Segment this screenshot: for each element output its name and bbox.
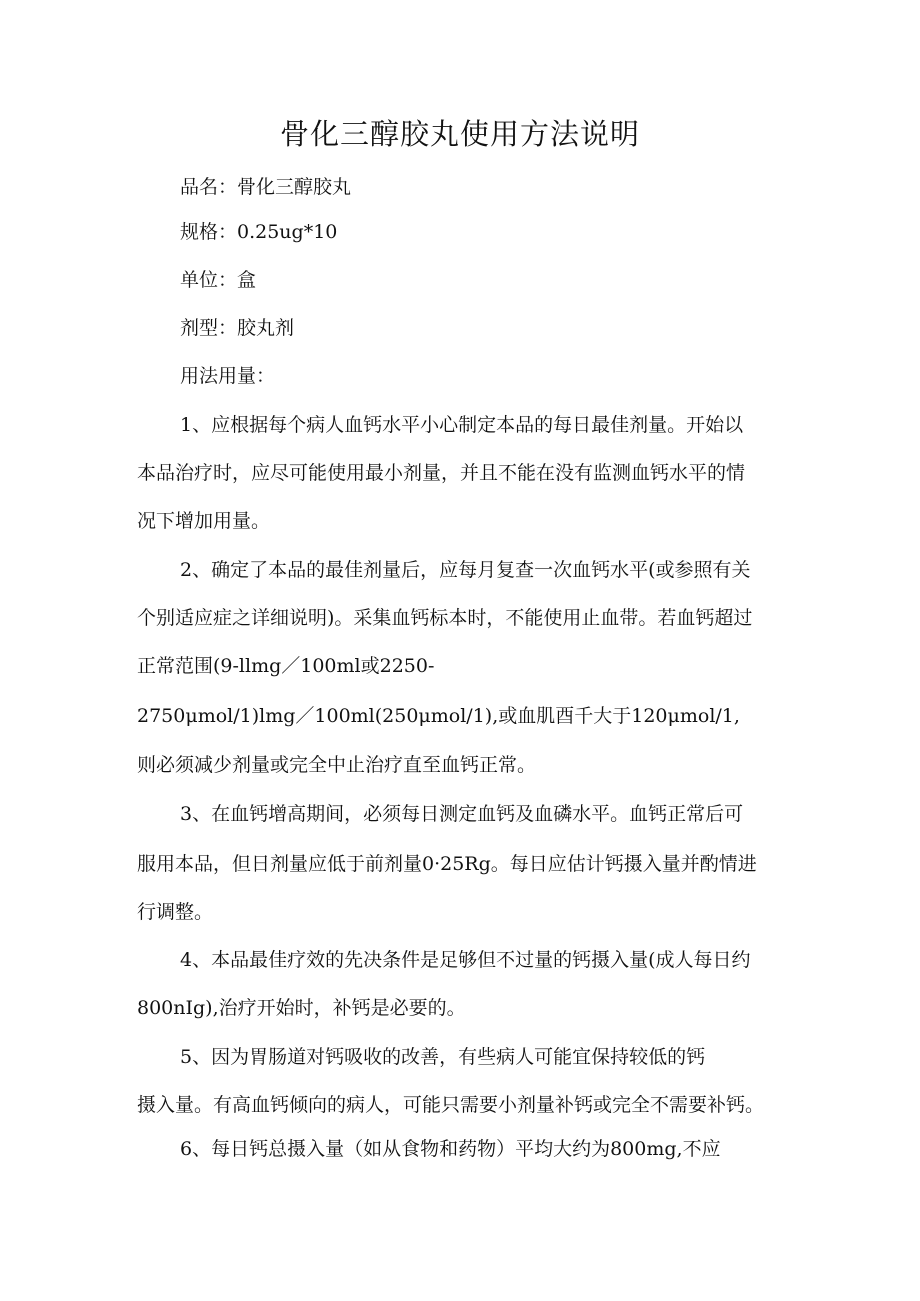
- paragraph-4-line-2: 800nIg),治疗开始时，补钙是必要的。: [137, 997, 466, 1019]
- paragraph-3-line-2: 服用本品，但日剂量应低于前剂量0·25Rg。每日应估计钙摄入量并酌情进: [137, 853, 757, 875]
- paragraph-5-line-2: 摄入量。有高血钙倾向的病人，可能只需要小剂量补钙或完全不需要补钙。: [137, 1094, 765, 1116]
- paragraph-2-line-5: 则必须减少剂量或完全中止治疗直至血钙正常。: [137, 754, 537, 776]
- paragraph-1-line-1: 1、应根据每个病人血钙水平小心制定本品的每日最佳剂量。开始以: [180, 414, 744, 436]
- paragraph-1-line-3: 况下增加用量。: [137, 510, 271, 532]
- document-title: 骨化三醇胶丸使用方法说明: [279, 117, 640, 151]
- paragraph-2-line-1: 2、确定了本品的最佳剂量后，应每月复查一次血钙水平(或参照有关: [180, 559, 751, 581]
- paragraph-1-line-2: 本品治疗时，应尽可能使用最小剂量，并且不能在没有监测血钙水平的情: [137, 462, 746, 484]
- paragraph-5-line-1: 5、因为胃肠道对钙吸收的改善，有些病人可能宜保持较低的钙: [180, 1046, 706, 1068]
- field-dosage-form: 剂型：胶丸剂: [180, 317, 295, 339]
- usage-heading: 用法用量：: [180, 365, 276, 387]
- field-unit: 单位：盒: [180, 269, 257, 291]
- paragraph-3-line-1: 3、在血钙增高期间，必须每日测定血钙及血磷水平。血钙正常后可: [180, 803, 744, 825]
- field-name: 品名：骨化三醇胶丸: [180, 176, 352, 198]
- paragraph-3-line-3: 行调整。: [137, 901, 214, 923]
- paragraph-4-line-1: 4、本品最佳疗效的先决条件是足够但不过量的钙摄入量(成人每日约: [180, 949, 751, 971]
- paragraph-2-line-2: 个别适应症之详细说明)。采集血钙标本时，不能使用止血带。若血钙超过: [137, 607, 753, 629]
- paragraph-2-line-3: 正常范围(9-llmg／100ml或2250-: [137, 655, 435, 677]
- paragraph-6-line-1: 6、每日钙总摄入量（如从食物和药物）平均大约为800mg,不应: [180, 1138, 721, 1160]
- field-spec: 规格：0.25ug*10: [180, 221, 338, 243]
- paragraph-2-line-4: 2750μmol/1)lmg／100ml(250μmol/1),或血肌酉千大于120μmol/1,: [137, 705, 740, 727]
